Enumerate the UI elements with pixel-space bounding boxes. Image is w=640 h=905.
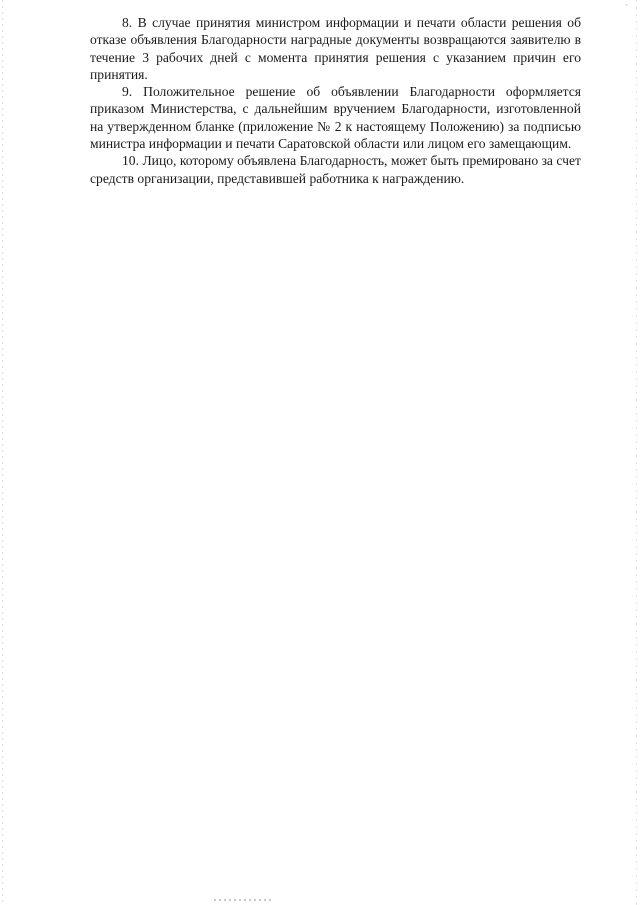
paragraph-10-text: Лицо, которому объявлена Благодарность, может быть премировано за счет средств организации, представившей работника к награждению. — [90, 153, 581, 186]
paragraph-10 — [90, 152, 581, 187]
paragraph-9-text: Положительное решение об объявлении Благодарности оформляется приказом Министерства, с дальнейшим вручением Благодарности, изготовленной на утвержденном бланке (приложение № 2 к настоящему Положению) за подписью министра информации и печати Саратовской области или лицом его замещающим. — [90, 84, 581, 152]
scan-edge-right — [636, 0, 637, 905]
paragraph-9-number: 9. — [122, 84, 133, 100]
document-body — [90, 14, 581, 187]
paragraph-8 — [90, 14, 581, 83]
scan-bottom-mark — [214, 899, 274, 901]
scan-corner-mark: ᵣ — [626, 1, 628, 8]
paragraph-9 — [90, 83, 581, 152]
scan-edge-left — [2, 0, 3, 905]
paragraph-8-number: 8. — [122, 15, 133, 30]
paragraph-10-number: 10. — [122, 153, 139, 169]
paragraph-8-text: В случае принятия министром информации и печати области решения об отказе объявления Благодарности наградные документы возвращаются заявителю в течение 3 рабочих дней с момента принятия решения с указанием причин его принятия. — [90, 15, 581, 82]
